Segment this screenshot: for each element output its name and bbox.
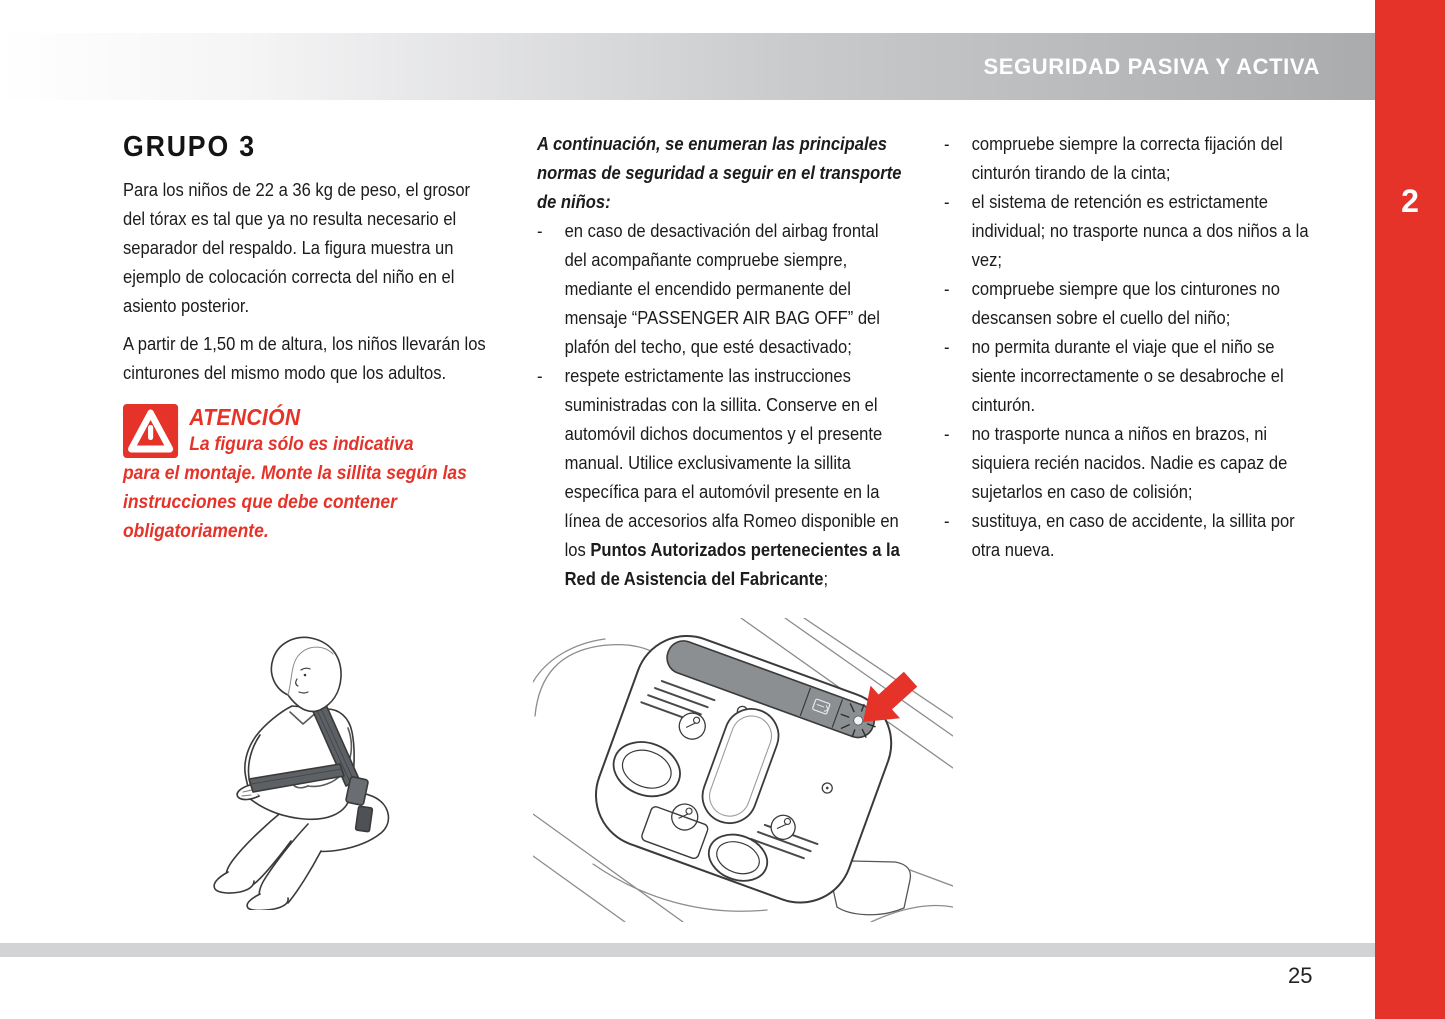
- list-item-text: no permita durante el viaje que el niño se siente incorrectamente o se desabroche el cinturón.: [971, 337, 1284, 415]
- list-item: [537, 362, 905, 594]
- bullet-dash: -: [537, 221, 543, 241]
- overhead-console-illustration: [533, 618, 953, 922]
- bullet-dash: -: [944, 192, 950, 212]
- list-item-text: el sistema de retención es estrictamente individual; no trasporte nunca a dos niños a la vez;: [971, 192, 1309, 270]
- intro-text: A continuación, se enumeran las principales normas de seguridad a seguir en el transporte de niños:: [537, 134, 902, 212]
- bullet-dash: -: [944, 337, 950, 357]
- list-item-text: sustituya, en caso de accidente, la sillita por otra nueva.: [971, 511, 1295, 560]
- warning-title: ATENCIÓN: [189, 404, 301, 430]
- column-grupo3: [123, 130, 491, 546]
- list-item-text: compruebe siempre la correcta fijación del cinturón tirando de la cinta;: [971, 134, 1283, 183]
- list-item-text-bold: Puntos Autorizados pertenecientes a la Red de Asistencia del Fabricante: [564, 540, 900, 589]
- column-normas: [537, 130, 905, 594]
- page-title: SEGURIDAD PASIVA Y ACTIVA: [983, 53, 1320, 79]
- list-item-text: no trasporte nunca a niños en brazos, ni siquiera recién nacidos. Nadie es capaz de sujetarlos en caso de colisión;: [971, 424, 1288, 502]
- bullet-dash: -: [537, 366, 543, 386]
- warning-text: para el montaje. Monte la sillita según las instrucciones que debe contener obligatoriamente.: [123, 463, 467, 542]
- list-item-text-normal: respete estrictamente las instrucciones suministradas con la sillita. Conserve en el automóvil dichos documentos y el presente manual. Utilice exclusivamente la sillita específica para el automóvil presente en la línea de accesorios alfa Romeo disponible en los: [564, 366, 899, 560]
- list-item: [944, 420, 1312, 507]
- chapter-number: 2: [1401, 183, 1419, 219]
- list-item-text: en caso de desactivación del airbag frontal del acompañante compruebe siempre, mediante el encendido permanente del mensaje “PASSENGER AIR BAG OFF” del plafón del techo, que esté desactivado;: [564, 221, 880, 357]
- bullet-dash: -: [944, 511, 950, 531]
- paragraph: A partir de 1,50 m de altura, los niños llevarán los cinturones del mismo modo que los adultos.: [123, 334, 486, 383]
- list-item: [944, 130, 1312, 188]
- list-item: [944, 507, 1312, 565]
- list-item-text: [565, 362, 905, 594]
- page-number: 25: [1288, 963, 1313, 988]
- list-item-text: compruebe siempre que los cinturones no descansen sobre el cuello del niño;: [971, 279, 1280, 328]
- child-on-booster-illustration: [188, 632, 408, 910]
- chapter-side-bar: [1375, 0, 1445, 1019]
- header-bar: [0, 33, 1375, 100]
- list-item: [537, 217, 905, 362]
- bullet-dash: -: [944, 424, 950, 444]
- paragraph: Para los niños de 22 a 36 kg de peso, el grosor del tórax es tal que ya no resulta necesario el separador del respaldo. La figura muestra un ejemplo de colocación correcta del niño en el asiento posterior.: [123, 180, 471, 316]
- warning-triangle-icon: [123, 404, 178, 458]
- list-item-text-normal: ;: [823, 569, 829, 589]
- bullet-dash: -: [944, 279, 950, 299]
- bullet-dash: -: [944, 134, 950, 154]
- footer-divider-bar: [0, 943, 1375, 957]
- list-item: [944, 275, 1312, 333]
- warning-text-line: La figura sólo es indicativa: [189, 434, 414, 455]
- attention-warning-block: [123, 404, 491, 546]
- list-item: [944, 188, 1312, 275]
- column-normas-2: [944, 130, 1312, 565]
- section-heading: GRUPO 3: [123, 131, 256, 163]
- list-item: [944, 333, 1312, 420]
